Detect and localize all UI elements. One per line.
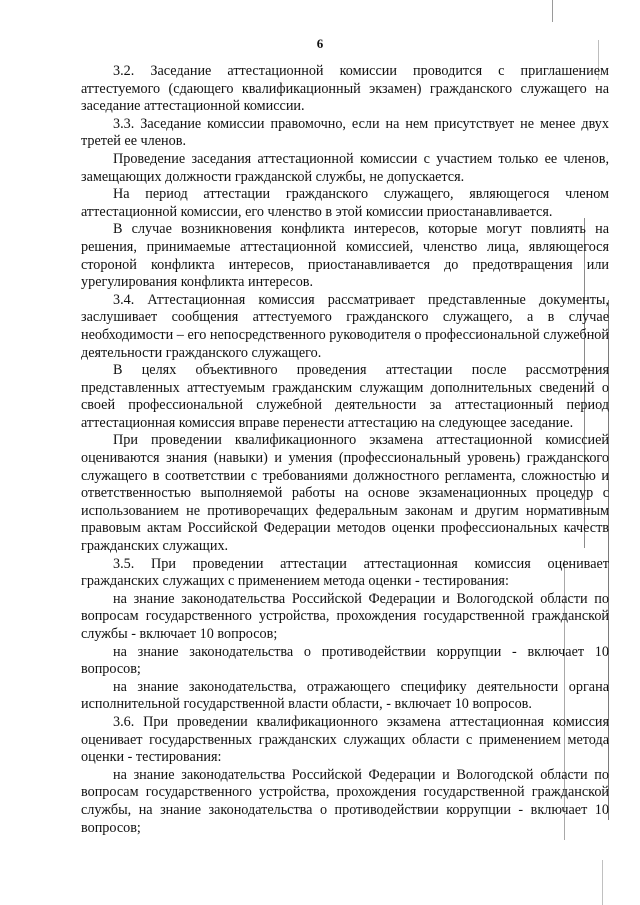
paragraph-3-2: 3.2. Заседание аттестационной комиссии проводится с приглашением аттестуемого (сдающего квалификационный экзамен) гражданского служащего на заседание аттестационной комиссии. (81, 63, 609, 115)
list-item: на знание законодательства Российской Федерации и Вологодской области по вопросам государственного устройства, прохождения государственной гражданской службы, на знание законодательства о противодействии коррупции - включает 10 вопросов; (81, 766, 609, 836)
paragraph-3-6: 3.6. При проведении квалификационного экзамена аттестационная комиссия оценивает государственных гражданских служащих области с применением метода оценки - тестирования: (81, 713, 609, 766)
document-body (81, 63, 609, 837)
paragraph: Проведение заседания аттестационной комиссии с участием только ее членов, замещающих должности гражданской службы, не допускается. (81, 150, 609, 185)
paragraph: При проведении квалификационного экзамена аттестационной комиссией оцениваются знания (навыки) и умения (профессиональный уровень) гражданского служащего в соответствии с требованиями должностного регламента, сложностью и ответственностью выполняемой работы на основе экзаменационных процедур с использованием не противоречащих федеральным законам и другим нормативным правовым актам Российской Федерации методов оценки профессиональных качеств гражданских служащих. (81, 432, 609, 555)
paragraph: На период аттестации гражданского служащего, являющегося членом аттестационной комиссии, его членство в этой комиссии приостанавливается. (81, 186, 609, 220)
list-item: на знание законодательства Российской Федерации и Вологодской области по вопросам государственного устройства, прохождения государственной гражданской службы - включает 10 вопросов; (81, 590, 609, 642)
paragraph-3-3: 3.3. Заседание комиссии правомочно, если на нем присутствует не менее двух третей ее членов. (81, 115, 609, 150)
list-item: на знание законодательства о противодействии коррупции - включает 10 вопросов; (81, 643, 609, 678)
paragraph: В целях объективного проведения аттестации после рассмотрения представленных аттестуемым гражданским служащим дополнительных сведений о своей профессиональной служебной деятельности за аттестационный период аттестационная комиссия вправе перенести аттестацию на следующее заседание. (81, 362, 609, 431)
page-number: 6 (316, 36, 324, 51)
paragraph-3-4: 3.4. Аттестационная комиссия рассматривает представленные документы, заслушивает сообщения аттестуемого гражданского служащего, а в случае необходимости – его непосредственного руководителя о профессиональной служебной деятельности гражданского служащего. (81, 291, 609, 361)
paragraph: В случае возникновения конфликта интересов, которые могут повлиять на решения, принимаемые аттестационной комиссией, членство лица, являющегося стороной конфликта интересов, приостанавливается до предотвращения или урегулирования конфликта интересов. (81, 221, 609, 291)
scan-streak (602, 860, 603, 905)
list-item: на знание законодательства, отражающего специфику деятельности органа исполнительной государственной власти области, - включает 10 вопросов. (81, 678, 609, 713)
scan-streak (552, 0, 553, 22)
paragraph-3-5: 3.5. При проведении аттестации аттестационная комиссия оценивает гражданских служащих с применением метода оценки - тестирования: (81, 555, 609, 590)
